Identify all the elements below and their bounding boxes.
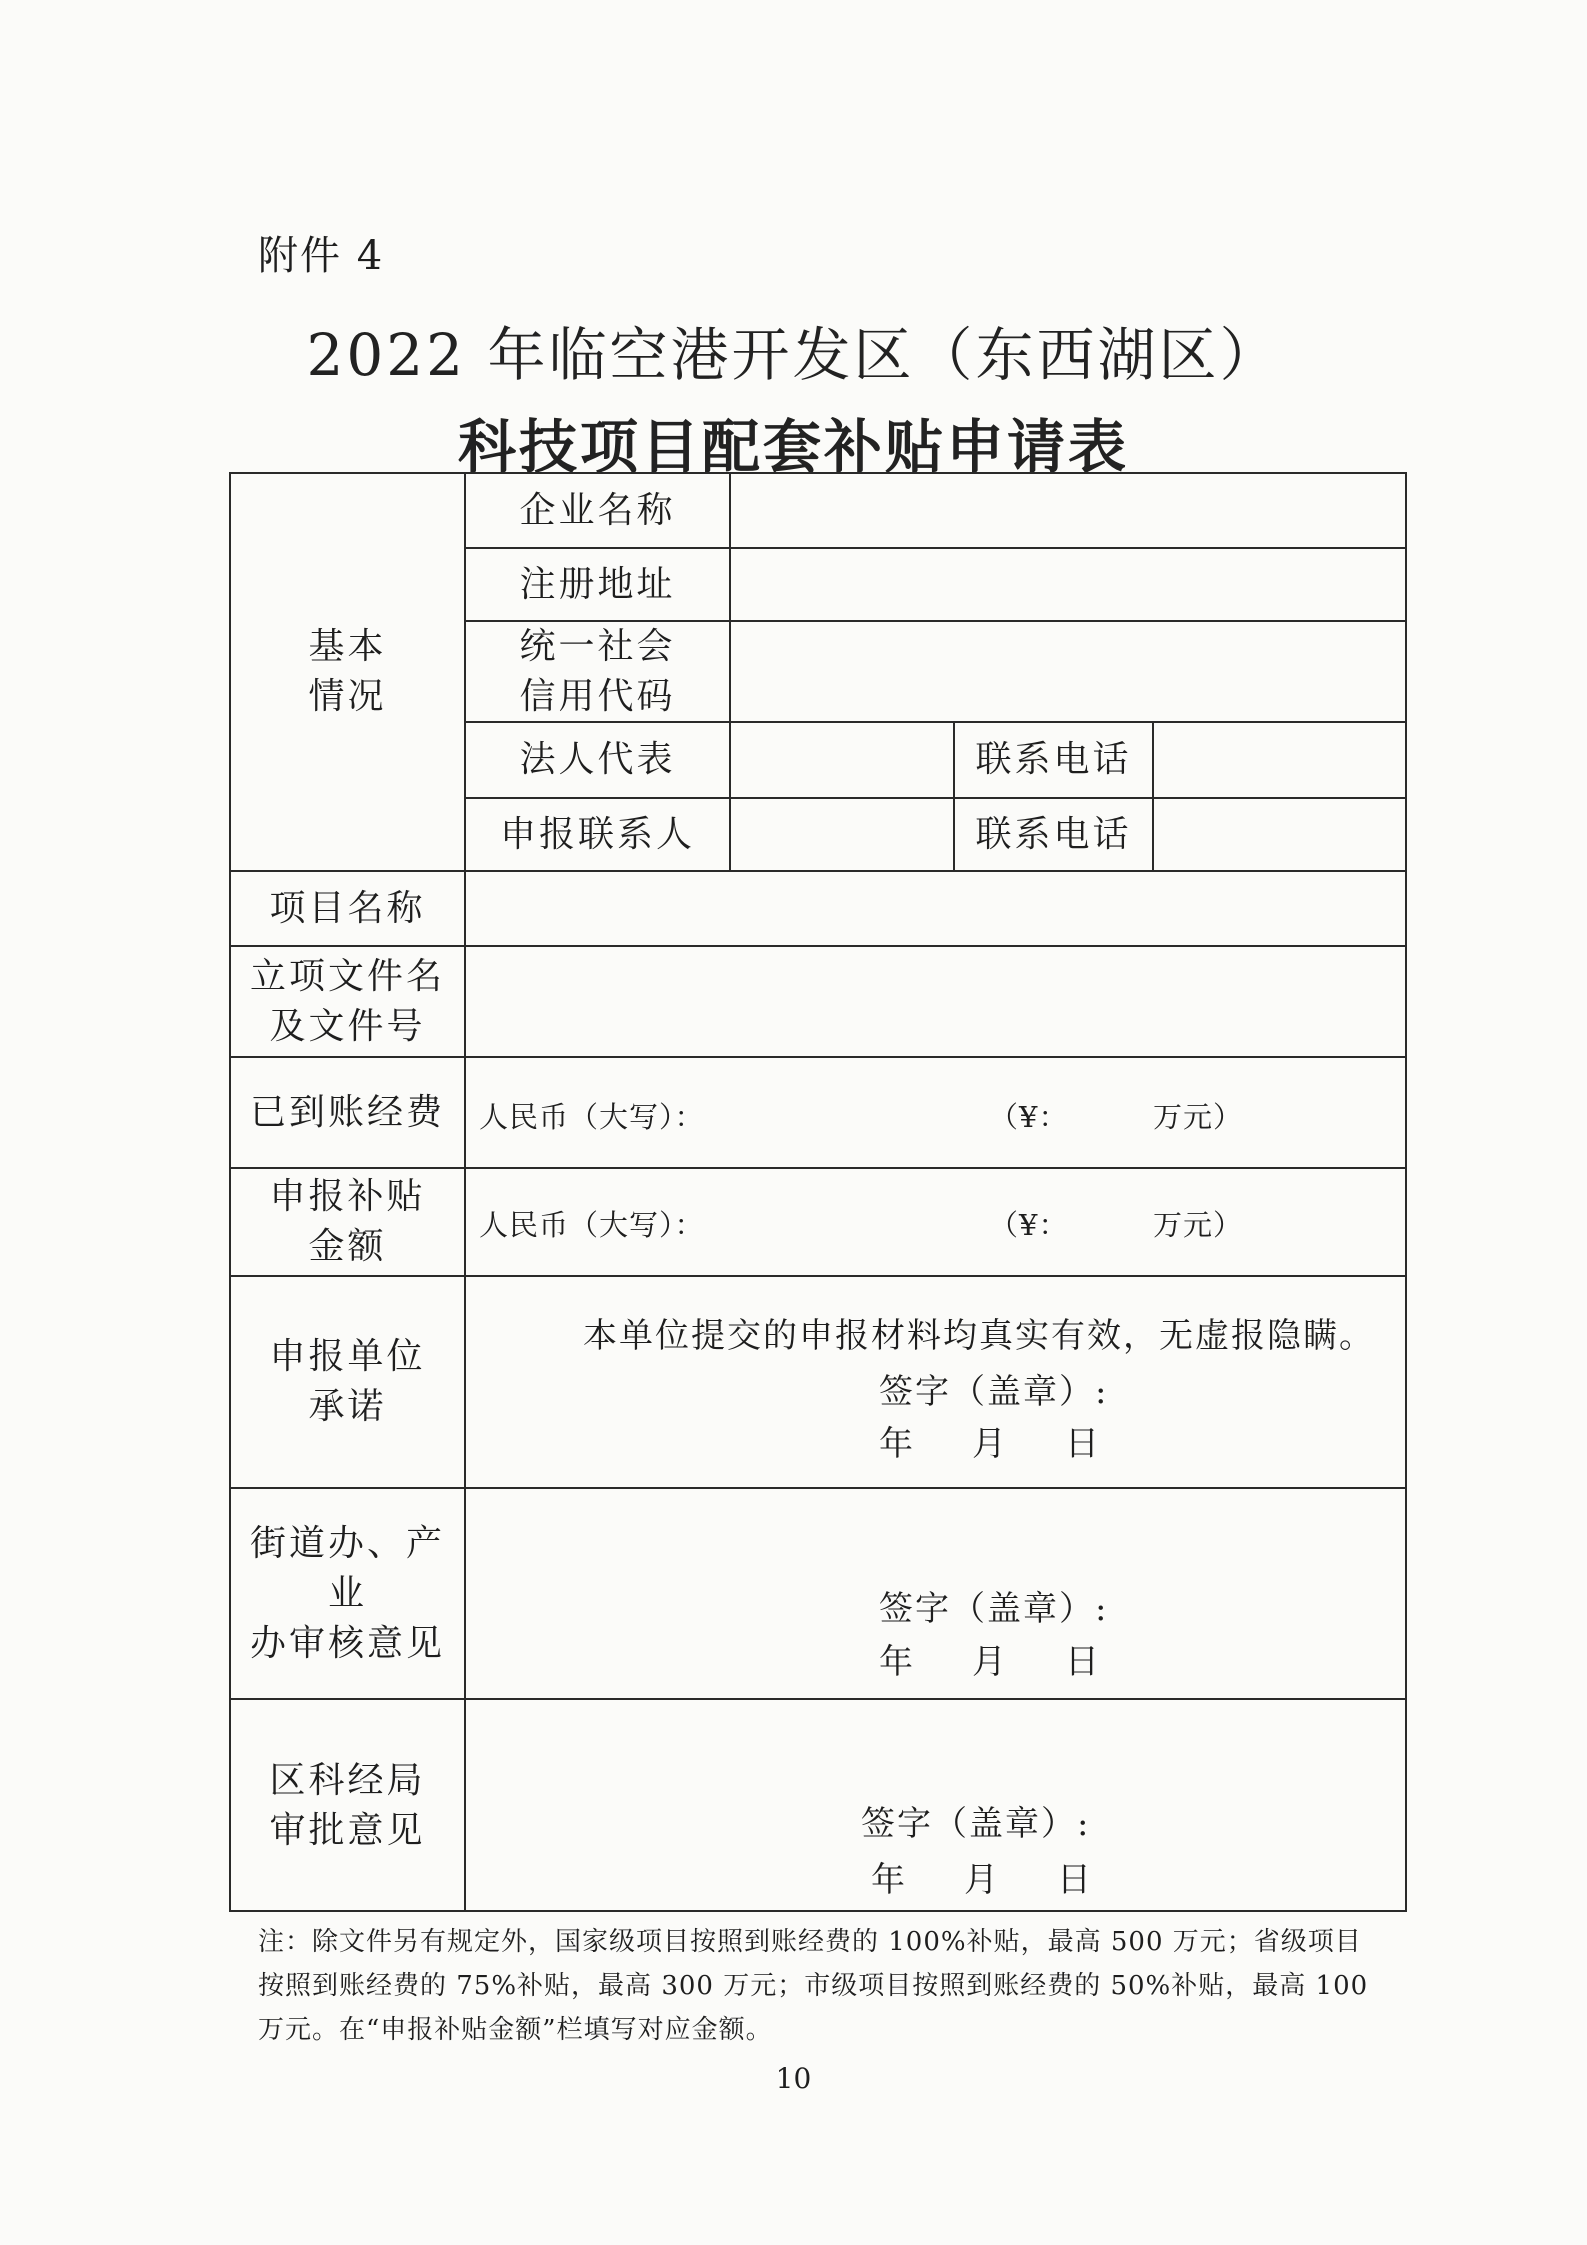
commitment-date-year: 年 [879,1424,913,1464]
project-name-field[interactable] [466,872,1407,945]
commitment-date-day: 日 [1065,1424,1099,1464]
footnote-line2: 按照到账经费的 75%补贴，最高 300 万元；市级项目按照到账经费的 50%补贴，最高 100 [258,1971,1369,2001]
registered-address-field[interactable] [731,549,1407,620]
street-review-date-month: 月 [972,1642,1006,1682]
district-approval-date-month: 月 [964,1860,998,1900]
subsidy-rmb-label: 人民币（大写）： [479,1208,705,1242]
contact-phone-label: 联系电话 [975,813,1132,855]
commitment-label-line2: 承诺 [308,1386,387,1427]
approval-doc-label [231,947,464,1056]
district-approval-date-day: 日 [1057,1860,1091,1900]
legal-rep-label: 法人代表 [519,739,676,780]
subsidy-amount-label-line2: 金额 [308,1226,387,1267]
received-funds-yuan-label: （¥： [989,1100,1069,1134]
basic-info-section-label [231,474,464,870]
project-name-label: 项目名称 [269,887,426,929]
legal-rep-phone-label: 联系电话 [975,739,1132,780]
commitment-date-month: 月 [972,1424,1006,1464]
registered-address-label: 注册地址 [519,563,676,605]
page-number: 10 [775,2062,812,2095]
basic-info-label-line1: 基本 [308,626,387,667]
form-title-line2: 科技项目配套补贴申请表 [457,413,1129,481]
credit-code-label [466,622,729,721]
basic-info-label-line2: 情况 [308,676,387,717]
received-funds-label: 已到账经费 [249,1091,445,1133]
commitment-sign-label: 签字（盖章）: [879,1372,1109,1412]
legal-rep-field[interactable] [731,723,953,797]
contact-phone-field[interactable] [1154,799,1407,870]
credit-code-field[interactable] [731,622,1407,721]
contact-person-label: 申报联系人 [499,813,695,855]
credit-code-label-line2: 信用代码 [519,675,676,717]
company-name-label: 企业名称 [519,489,676,531]
subsidy-amount-label [231,1169,464,1275]
footnote [258,1920,1378,2052]
approval-doc-label-line2: 及文件号 [269,1005,426,1047]
commitment-label-line1: 申报单位 [269,1336,426,1377]
application-form-table [229,472,1407,1912]
form-title-line1: 2022 年临空港开发区（东西湖区） [306,321,1281,389]
footnote-line3: 万元。在“申报补贴金额”栏填写对应金额。 [258,2015,773,2045]
street-review-date-year: 年 [879,1642,913,1682]
commitment-label [231,1277,464,1487]
attachment-label: 附件 4 [258,233,385,279]
street-review-label [231,1489,464,1698]
district-approval-date-year: 年 [871,1860,905,1900]
district-approval-label-line1: 区科经局 [269,1760,426,1801]
received-funds-rmb-label: 人民币（大写）： [479,1100,705,1134]
district-approval-label [231,1700,464,1912]
received-funds-unit-label: 万元） [1153,1100,1244,1134]
street-review-date-day: 日 [1065,1642,1099,1682]
district-approval-sign-label: 签字（盖章）: [861,1804,1091,1844]
street-review-label-line2: 办审核意见 [249,1622,445,1664]
subsidy-amount-label-line1: 申报补贴 [269,1176,426,1217]
district-approval-label-line2: 审批意见 [269,1810,426,1851]
company-name-field[interactable] [731,474,1407,547]
legal-rep-phone-field[interactable] [1154,723,1407,797]
approval-doc-field[interactable] [466,947,1407,1056]
approval-doc-label-line1: 立项文件名 [249,955,445,997]
subsidy-unit-label: 万元） [1153,1208,1244,1242]
commitment-statement: 本单位提交的申报材料均真实有效，无虚报隐瞒。 [583,1316,1375,1356]
street-review-label-line1: 街道办、产业 [249,1522,445,1614]
street-review-sign-label: 签字（盖章）: [879,1589,1109,1629]
subsidy-yuan-label: （¥： [989,1208,1069,1242]
footnote-line1: 注：除文件另有规定外，国家级项目按照到账经费的 100%补贴，最高 500 万元；省级项目 [258,1927,1362,1957]
contact-person-field[interactable] [731,799,953,870]
credit-code-label-line1: 统一社会 [519,625,676,667]
